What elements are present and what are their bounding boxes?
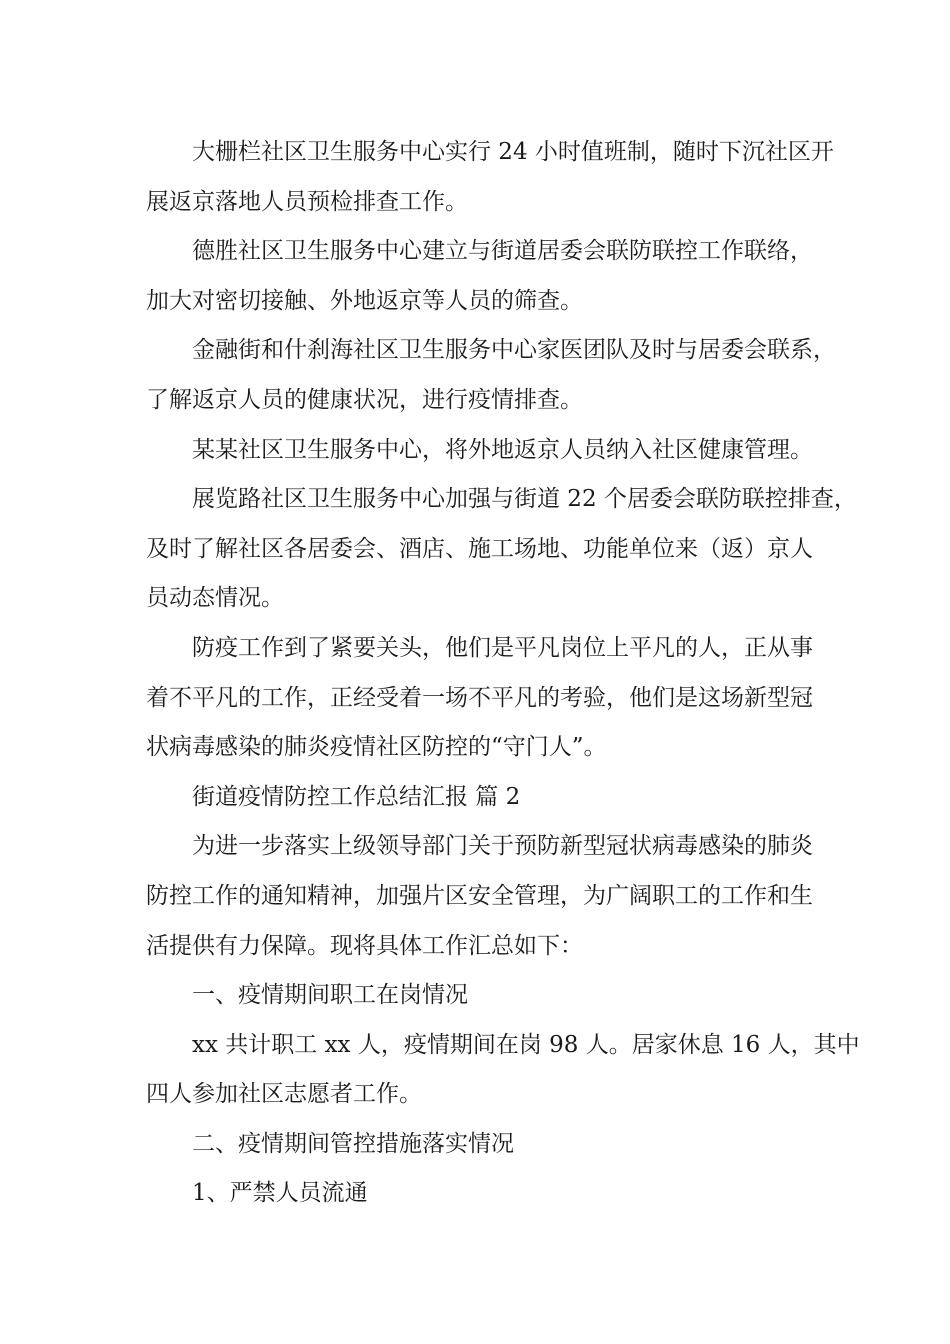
paragraph-line: xx 共计职工 xx 人，疫情期间在岗 98 人。居家休息 16 人，其中 <box>192 1031 860 1058</box>
paragraph-line: 了解返京人员的健康状况，进行疫情排查。 <box>146 386 583 413</box>
paragraph-line: 活提供有力保障。现将具体工作汇总如下： <box>146 932 583 959</box>
paragraph-line: 某某社区卫生服务中心，将外地返京人员纳入社区健康管理。 <box>192 436 813 463</box>
paragraph-line: 及时了解社区各居委会、酒店、施工场地、功能单位来（返）京人 <box>146 535 813 562</box>
paragraph-line: 着不平凡的工作，正经受着一场不平凡的考验，他们是这场新型冠 <box>146 684 813 711</box>
paragraph-line: 金融街和什刹海社区卫生服务中心家医团队及时与居委会联系， <box>192 337 836 364</box>
paragraph-line: 大栅栏社区卫生服务中心实行 24 小时值班制，随时下沉社区开 <box>192 139 834 165</box>
paragraph-line: 德胜社区卫生服务中心建立与街道居委会联防联控工作联络， <box>192 238 813 265</box>
paragraph-line: 防疫工作到了紧要关头，他们是平凡岗位上平凡的人，正从事 <box>192 634 813 661</box>
paragraph-line: 加大对密切接触、外地返京等人员的筛查。 <box>146 287 583 314</box>
paragraph-line: 为进一步落实上级领导部门关于预防新型冠状病毒感染的肺炎 <box>192 833 813 860</box>
section-heading: 街道疫情防控工作总结汇报 篇 2 <box>192 783 521 810</box>
document-body <box>146 128 860 1219</box>
paragraph-line: 员动态情况。 <box>146 585 284 612</box>
list-item: 1、严禁人员流通 <box>192 1180 368 1207</box>
paragraph-line: 展返京落地人员预检排查工作。 <box>146 188 468 215</box>
paragraph-line: 防控工作的通知精神，加强片区安全管理，为广阔职工的工作和生 <box>146 882 813 909</box>
subsection-heading: 二、疫情期间管控措施落实情况 <box>192 1130 514 1157</box>
paragraph-line: 四人参加社区志愿者工作。 <box>146 1081 422 1108</box>
paragraph-line: 展览路社区卫生服务中心加强与街道 22 个居委会联防联控排查， <box>192 486 857 513</box>
subsection-heading: 一、疫情期间职工在岗情况 <box>192 982 468 1009</box>
paragraph-line: 状病毒感染的肺炎疫情社区防控的“守门人”。 <box>146 734 607 761</box>
